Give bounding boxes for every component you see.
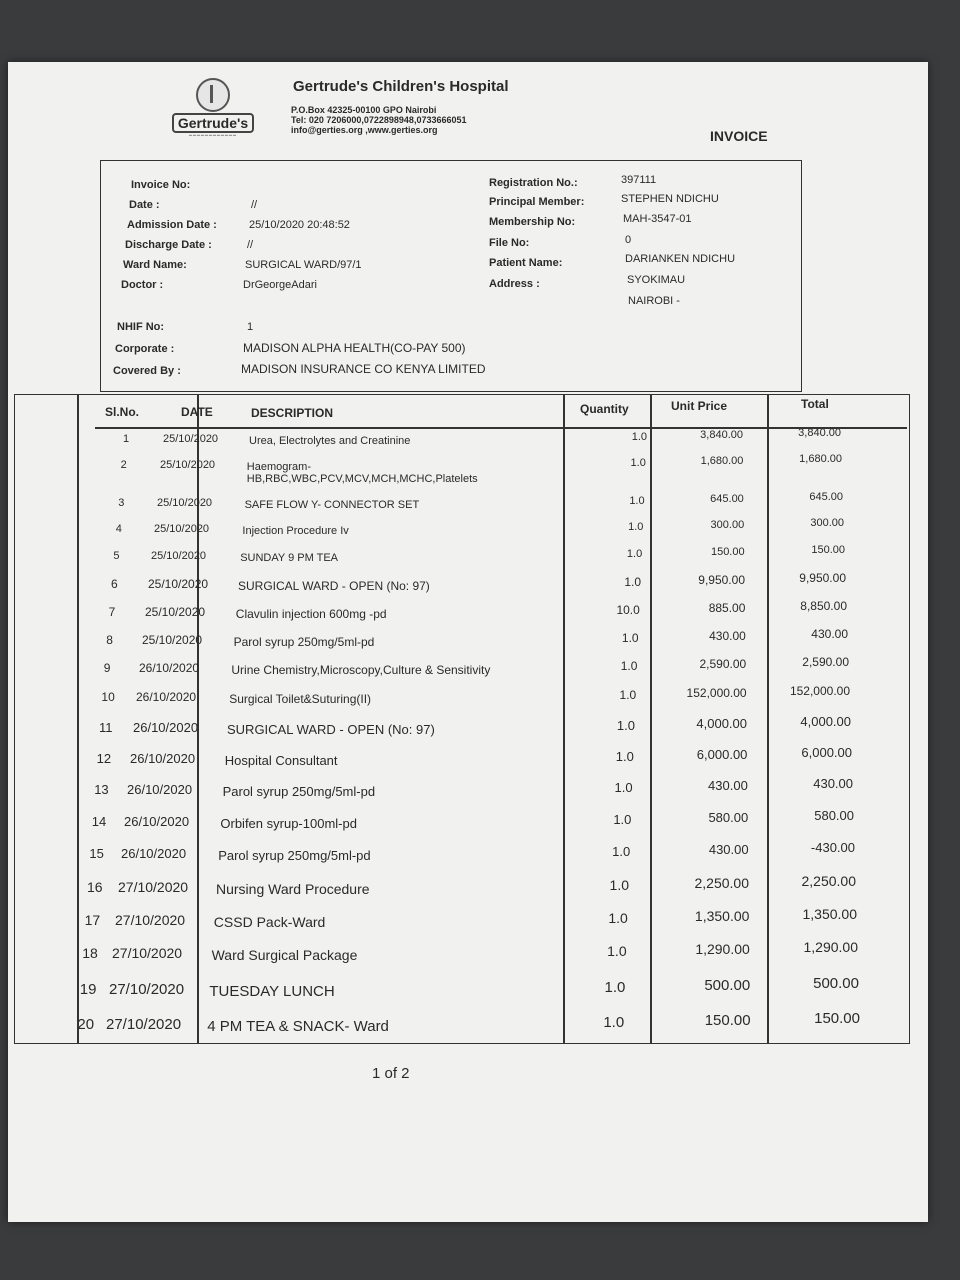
address-line1: SYOKIMAU bbox=[627, 274, 686, 286]
row-sl-no: 3 bbox=[118, 497, 125, 509]
row-description-line2: HB,RBC,WBC,PCV,MCV,MCH,MCHC,Platelets bbox=[246, 473, 478, 485]
admission-date-label: Admission Date : bbox=[127, 219, 217, 231]
row-date: 25/10/2020 bbox=[145, 605, 206, 619]
row-description: Nursing Ward Procedure bbox=[216, 881, 370, 897]
corporate-label: Corporate : bbox=[115, 343, 175, 355]
row-sl-no: 9 bbox=[103, 661, 111, 675]
row-description: Ward Surgical Package bbox=[211, 947, 358, 963]
row-description: Clavulin injection 600mg -pd bbox=[235, 607, 387, 621]
row-unit-price: 300.00 bbox=[710, 519, 745, 531]
row-sl-no: 14 bbox=[91, 814, 107, 829]
row-description: Parol syrup 250mg/5ml-pd bbox=[233, 635, 375, 649]
col-divider-date bbox=[197, 395, 199, 1043]
row-description: Parol syrup 250mg/5ml-pd bbox=[218, 848, 371, 863]
row-date: 26/10/2020 bbox=[127, 782, 193, 797]
row-date: 26/10/2020 bbox=[130, 751, 196, 766]
row-unit-price: 150.00 bbox=[704, 1012, 751, 1029]
row-sl-no: 13 bbox=[94, 782, 109, 797]
row-unit-price: 6,000.00 bbox=[696, 747, 748, 762]
hospital-name: Gertrude's Children's Hospital bbox=[293, 78, 509, 95]
hospital-address: P.O.Box 42325-00100 GPO Nairobi bbox=[291, 105, 437, 115]
row-quantity: 1.0 bbox=[624, 575, 641, 589]
row-unit-price: 1,680.00 bbox=[700, 455, 744, 467]
row-date: 25/10/2020 bbox=[151, 550, 207, 562]
nhif-no-value: 1 bbox=[247, 321, 254, 333]
row-sl-no: 15 bbox=[89, 846, 104, 861]
row-total: 150.00 bbox=[814, 1010, 860, 1027]
row-total: 580.00 bbox=[814, 808, 854, 823]
row-date: 26/10/2020 bbox=[139, 661, 200, 675]
row-quantity: 1.0 bbox=[628, 521, 644, 533]
patient-name-value: DARIANKEN NDICHU bbox=[625, 253, 736, 265]
row-date: 27/10/2020 bbox=[118, 879, 189, 895]
row-unit-price: 1,350.00 bbox=[694, 908, 750, 924]
row-sl-no: 2 bbox=[120, 459, 127, 471]
row-quantity: 1.0 bbox=[626, 548, 643, 560]
date-value: // bbox=[251, 199, 258, 211]
row-quantity: 1.0 bbox=[621, 631, 639, 645]
row-total: 8,850.00 bbox=[800, 599, 847, 613]
row-description: CSSD Pack-Ward bbox=[213, 914, 326, 930]
row-unit-price: 430.00 bbox=[708, 842, 749, 857]
row-unit-price: 500.00 bbox=[704, 977, 751, 994]
row-unit-price: 580.00 bbox=[708, 810, 749, 825]
ward-name-value: SURGICAL WARD/97/1 bbox=[245, 259, 362, 271]
col-header-date: DATE bbox=[181, 405, 213, 419]
registration-no-label: Registration No.: bbox=[489, 177, 578, 189]
col-divider-qty bbox=[650, 395, 652, 1043]
logo-tagline-graphic: ━━━━━━━━━━━━ bbox=[188, 133, 238, 139]
row-unit-price: 2,250.00 bbox=[694, 875, 749, 891]
row-sl-no: 4 bbox=[115, 523, 122, 535]
row-quantity: 1.0 bbox=[603, 1014, 625, 1031]
row-quantity: 1.0 bbox=[608, 910, 628, 926]
row-description: Haemogram- bbox=[246, 461, 311, 473]
row-quantity: 1.0 bbox=[609, 877, 629, 893]
row-sl-no: 7 bbox=[108, 605, 116, 619]
date-label: Date : bbox=[129, 199, 160, 211]
document-title: INVOICE bbox=[710, 128, 768, 144]
row-total: 152,000.00 bbox=[789, 684, 850, 698]
nhif-no-label: NHIF No: bbox=[117, 321, 165, 333]
logo-emblem-icon bbox=[196, 78, 230, 112]
row-unit-price: 1,290.00 bbox=[695, 941, 750, 957]
row-description: 4 PM TEA & SNACK- Ward bbox=[207, 1018, 389, 1035]
corporate-value: MADISON ALPHA HEALTH(CO-PAY 500) bbox=[243, 341, 466, 355]
col-header-unit-price: Unit Price bbox=[671, 399, 728, 413]
row-date: 25/10/2020 bbox=[142, 633, 203, 647]
row-description: Injection Procedure Iv bbox=[242, 525, 349, 537]
hospital-logo bbox=[158, 78, 268, 138]
row-quantity: 1.0 bbox=[614, 780, 633, 795]
membership-no-value: MAH-3547-01 bbox=[623, 213, 692, 225]
col-header-description: DESCRIPTION bbox=[251, 406, 334, 420]
row-date: 25/10/2020 bbox=[160, 459, 216, 471]
row-sl-no: 17 bbox=[84, 912, 101, 928]
row-date: 26/10/2020 bbox=[121, 846, 187, 861]
row-quantity: 1.0 bbox=[619, 688, 637, 702]
row-total: 645.00 bbox=[809, 491, 843, 503]
row-date: 26/10/2020 bbox=[124, 814, 190, 829]
row-total: 2,590.00 bbox=[802, 655, 849, 669]
row-description: TUESDAY LUNCH bbox=[209, 983, 335, 1000]
row-unit-price: 430.00 bbox=[709, 629, 746, 643]
row-total: 500.00 bbox=[813, 975, 859, 992]
row-quantity: 1.0 bbox=[604, 979, 626, 996]
row-description: Surgical Toilet&Suturing(II) bbox=[229, 692, 372, 706]
row-total: 1,290.00 bbox=[803, 939, 858, 955]
row-unit-price: 430.00 bbox=[708, 778, 748, 793]
row-quantity: 1.0 bbox=[616, 718, 635, 733]
row-quantity: 1.0 bbox=[630, 457, 646, 469]
row-description: Parol syrup 250mg/5ml-pd bbox=[222, 784, 376, 799]
row-date: 25/10/2020 bbox=[157, 497, 213, 509]
page-number: 1 of 2 bbox=[372, 1065, 410, 1082]
file-no-value: 0 bbox=[625, 234, 632, 246]
row-total: 3,840.00 bbox=[798, 427, 841, 439]
row-description: SUNDAY 9 PM TEA bbox=[240, 552, 338, 564]
admission-date-value: 25/10/2020 20:48:52 bbox=[249, 219, 350, 231]
row-date: 27/10/2020 bbox=[106, 1016, 182, 1033]
discharge-date-value: // bbox=[247, 239, 254, 251]
row-quantity: 1.0 bbox=[615, 749, 634, 764]
invoice-items-table bbox=[14, 394, 910, 1044]
row-sl-no: 6 bbox=[111, 577, 118, 591]
invoice-no-label: Invoice No: bbox=[131, 179, 191, 191]
col-header-total: Total bbox=[801, 397, 829, 411]
row-sl-no: 16 bbox=[87, 879, 103, 895]
registration-no-value: 397111 bbox=[621, 174, 657, 186]
doctor-value: DrGeorgeAdari bbox=[243, 279, 317, 291]
ward-name-label: Ward Name: bbox=[123, 259, 187, 271]
row-quantity: 1.0 bbox=[620, 659, 638, 673]
row-date: 27/10/2020 bbox=[112, 945, 183, 961]
row-date: 26/10/2020 bbox=[133, 720, 199, 735]
patient-info-box bbox=[100, 160, 802, 392]
row-unit-price: 3,840.00 bbox=[700, 429, 743, 441]
discharge-date-label: Discharge Date : bbox=[125, 239, 212, 251]
row-unit-price: 2,590.00 bbox=[699, 657, 747, 671]
row-description: Hospital Consultant bbox=[224, 753, 338, 768]
principal-member-value: STEPHEN NDICHU bbox=[621, 193, 719, 205]
row-description: Orbifen syrup-100ml-pd bbox=[220, 816, 357, 831]
col-divider-sl bbox=[77, 395, 79, 1043]
hospital-tel: Tel: 020 7206000,0722898948,0733666051 bbox=[291, 115, 467, 125]
row-date: 25/10/2020 bbox=[163, 433, 219, 445]
row-unit-price: 645.00 bbox=[710, 493, 744, 505]
row-total: -430.00 bbox=[810, 840, 855, 855]
row-total: 9,950.00 bbox=[799, 571, 846, 585]
row-total: 4,000.00 bbox=[800, 714, 851, 729]
row-total: 430.00 bbox=[811, 627, 848, 641]
row-description: SAFE FLOW Y- CONNECTOR SET bbox=[244, 499, 420, 511]
address-label: Address : bbox=[489, 278, 540, 290]
row-quantity: 10.0 bbox=[616, 603, 640, 617]
row-total: 300.00 bbox=[810, 517, 844, 529]
col-divider-unit bbox=[767, 395, 769, 1043]
row-total: 1,680.00 bbox=[799, 453, 842, 465]
covered-by-label: Covered By : bbox=[113, 365, 181, 377]
col-divider-desc bbox=[563, 395, 565, 1043]
row-total: 150.00 bbox=[811, 544, 845, 556]
doctor-label: Doctor : bbox=[121, 279, 164, 291]
row-description: Urea, Electrolytes and Creatinine bbox=[249, 435, 411, 447]
covered-by-value: MADISON INSURANCE CO KENYA LIMITED bbox=[241, 362, 486, 376]
row-total: 1,350.00 bbox=[802, 906, 857, 922]
row-date: 27/10/2020 bbox=[115, 912, 186, 928]
row-sl-no: 1 bbox=[123, 433, 130, 445]
logo-text: Gertrude's bbox=[172, 113, 254, 133]
invoice-page bbox=[8, 62, 928, 1222]
patient-name-label: Patient Name: bbox=[489, 257, 563, 269]
row-sl-no: 20 bbox=[77, 1016, 95, 1033]
row-unit-price: 9,950.00 bbox=[698, 573, 745, 587]
row-total: 6,000.00 bbox=[801, 745, 852, 760]
row-date: 27/10/2020 bbox=[109, 981, 185, 998]
row-sl-no: 11 bbox=[99, 720, 113, 735]
row-quantity: 1.0 bbox=[613, 812, 632, 827]
row-sl-no: 10 bbox=[101, 690, 115, 704]
row-description: Urine Chemistry,Microscopy,Culture & Sensitivity bbox=[231, 663, 491, 677]
col-header-sl: Sl.No. bbox=[105, 405, 140, 419]
row-unit-price: 152,000.00 bbox=[686, 686, 747, 700]
row-quantity: 1.0 bbox=[629, 495, 645, 507]
row-unit-price: 150.00 bbox=[710, 546, 745, 558]
address-line2: NAIROBI - bbox=[628, 295, 680, 307]
row-description: SURGICAL WARD - OPEN (No: 97) bbox=[238, 579, 430, 593]
hospital-web: info@gerties.org ,www.gerties.org bbox=[291, 125, 438, 135]
row-quantity: 1.0 bbox=[612, 844, 631, 859]
row-total: 2,250.00 bbox=[801, 873, 856, 889]
row-total: 430.00 bbox=[813, 776, 853, 791]
row-description: SURGICAL WARD - OPEN (No: 97) bbox=[227, 722, 435, 737]
row-unit-price: 885.00 bbox=[708, 601, 746, 615]
row-sl-no: 5 bbox=[113, 550, 120, 562]
row-date: 25/10/2020 bbox=[154, 523, 210, 535]
row-date: 25/10/2020 bbox=[148, 577, 209, 591]
row-sl-no: 8 bbox=[106, 633, 113, 647]
row-sl-no: 19 bbox=[79, 981, 97, 998]
row-unit-price: 4,000.00 bbox=[696, 716, 747, 731]
file-no-label: File No: bbox=[489, 237, 530, 249]
row-sl-no: 18 bbox=[82, 945, 98, 961]
membership-no-label: Membership No: bbox=[489, 216, 576, 228]
col-header-quantity: Quantity bbox=[580, 402, 629, 416]
row-date: 26/10/2020 bbox=[136, 690, 197, 704]
row-quantity: 1.0 bbox=[607, 943, 627, 959]
header-divider bbox=[95, 427, 907, 429]
row-sl-no: 12 bbox=[96, 751, 112, 766]
row-quantity: 1.0 bbox=[631, 431, 647, 443]
principal-member-label: Principal Member: bbox=[489, 196, 585, 208]
